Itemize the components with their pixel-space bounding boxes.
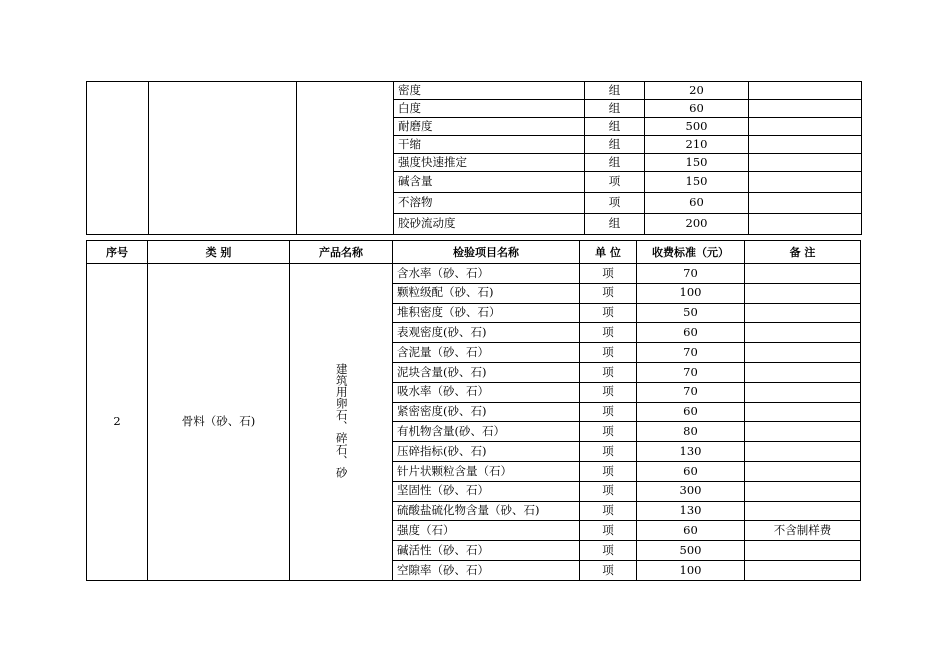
item-cell: 压碎指标(砂、石)	[393, 442, 580, 462]
unit-cell: 项	[580, 303, 637, 323]
note-cell	[745, 461, 861, 481]
category-cell	[149, 82, 297, 235]
fee-cell: 70	[637, 264, 745, 284]
fee-cell: 200	[645, 214, 749, 235]
item-cell: 硫酸盐硫化物含量（砂、石)	[393, 501, 580, 521]
item-cell: 含泥量（砂、石）	[393, 343, 580, 363]
note-cell	[745, 362, 861, 382]
item-cell: 强度快速推定	[394, 154, 585, 172]
seq-cell: 2	[87, 264, 148, 581]
product-cell	[297, 82, 394, 235]
header-category: 类 别	[148, 241, 290, 264]
note-cell	[745, 501, 861, 521]
item-cell: 空隙率（砂、石）	[393, 560, 580, 580]
note-cell	[745, 343, 861, 363]
note-cell	[749, 136, 862, 154]
fee-cell: 80	[637, 422, 745, 442]
header-item: 检验项目名称	[393, 241, 580, 264]
item-cell: 有机物含量(砂、石）	[393, 422, 580, 442]
note-cell	[745, 481, 861, 501]
item-cell: 吸水率（砂、石）	[393, 382, 580, 402]
fee-cell: 60	[637, 461, 745, 481]
unit-cell: 项	[580, 541, 637, 561]
unit-cell: 项	[580, 422, 637, 442]
fee-cell: 150	[645, 172, 749, 193]
note-cell	[745, 442, 861, 462]
unit-cell: 项	[580, 521, 637, 541]
fee-cell: 500	[637, 541, 745, 561]
table-row	[87, 264, 861, 284]
product-name: 建筑用卵石、碎石、砂	[334, 363, 349, 479]
note-cell	[745, 560, 861, 580]
fee-cell: 50	[637, 303, 745, 323]
item-cell: 胶砂流动度	[394, 214, 585, 235]
fee-cell: 20	[645, 82, 749, 100]
item-cell: 坚固性（砂、石）	[393, 481, 580, 501]
fee-cell: 60	[645, 193, 749, 214]
note-cell	[749, 154, 862, 172]
unit-cell: 组	[585, 100, 645, 118]
item-cell: 强度（石）	[393, 521, 580, 541]
item-cell: 不溶物	[394, 193, 585, 214]
item-cell: 干缩	[394, 136, 585, 154]
note-cell	[745, 264, 861, 284]
header-product: 产品名称	[290, 241, 393, 264]
item-cell: 碱含量	[394, 172, 585, 193]
item-cell: 紧密密度(砂、石)	[393, 402, 580, 422]
unit-cell: 组	[585, 136, 645, 154]
note-cell	[749, 100, 862, 118]
header-unit: 单 位	[580, 241, 637, 264]
unit-cell: 项	[580, 461, 637, 481]
fee-cell: 100	[637, 560, 745, 580]
item-cell: 含水率（砂、石）	[393, 264, 580, 284]
note-cell	[745, 283, 861, 303]
note-cell	[745, 541, 861, 561]
unit-cell: 组	[585, 214, 645, 235]
unit-cell: 项	[580, 264, 637, 284]
unit-cell: 项	[580, 323, 637, 343]
unit-cell: 项	[580, 442, 637, 462]
unit-cell: 项	[580, 560, 637, 580]
item-cell: 耐磨度	[394, 118, 585, 136]
note-cell	[745, 402, 861, 422]
fee-cell: 210	[645, 136, 749, 154]
unit-cell: 项	[585, 193, 645, 214]
fee-cell: 100	[637, 283, 745, 303]
item-cell: 碱活性（砂、石）	[393, 541, 580, 561]
unit-cell: 项	[585, 172, 645, 193]
note-cell: 不含制样费	[745, 521, 861, 541]
header-row	[87, 241, 861, 264]
fee-cell: 60	[637, 402, 745, 422]
note-cell	[745, 323, 861, 343]
fee-cell: 70	[637, 343, 745, 363]
category-cell: 骨料（砂、石)	[148, 264, 290, 581]
fee-cell: 130	[637, 442, 745, 462]
item-cell: 针片状颗粒含量（石）	[393, 461, 580, 481]
header-note: 备 注	[745, 241, 861, 264]
unit-cell: 组	[585, 154, 645, 172]
unit-cell: 项	[580, 343, 637, 363]
item-cell: 表观密度(砂、石)	[393, 323, 580, 343]
note-cell	[749, 172, 862, 193]
note-cell	[749, 82, 862, 100]
item-cell: 密度	[394, 82, 585, 100]
unit-cell: 项	[580, 501, 637, 521]
unit-cell: 项	[580, 402, 637, 422]
unit-cell: 项	[580, 382, 637, 402]
unit-cell: 项	[580, 481, 637, 501]
note-cell	[745, 303, 861, 323]
unit-cell: 项	[580, 362, 637, 382]
fee-cell: 70	[637, 362, 745, 382]
note-cell	[745, 382, 861, 402]
note-cell	[749, 193, 862, 214]
item-cell: 堆积密度（砂、石）	[393, 303, 580, 323]
fee-cell: 150	[645, 154, 749, 172]
fee-cell: 300	[637, 481, 745, 501]
unit-cell: 组	[585, 82, 645, 100]
product-cell	[290, 264, 393, 581]
fee-cell: 70	[637, 382, 745, 402]
note-cell	[745, 422, 861, 442]
note-cell	[749, 118, 862, 136]
fee-cell: 60	[637, 521, 745, 541]
fee-cell: 60	[637, 323, 745, 343]
fee-cell: 60	[645, 100, 749, 118]
note-cell	[749, 214, 862, 235]
unit-cell: 组	[585, 118, 645, 136]
unit-cell: 项	[580, 283, 637, 303]
header-seq: 序号	[87, 241, 148, 264]
seq-cell	[87, 82, 149, 235]
aggregate-fee-table	[86, 240, 861, 581]
header-fee: 收费标准（元）	[637, 241, 745, 264]
item-cell: 泥块含量(砂、石)	[393, 362, 580, 382]
table-row	[87, 82, 862, 100]
continued-fee-table	[86, 81, 862, 235]
item-cell: 颗粒级配（砂、石)	[393, 283, 580, 303]
fee-cell: 130	[637, 501, 745, 521]
fee-cell: 500	[645, 118, 749, 136]
item-cell: 白度	[394, 100, 585, 118]
